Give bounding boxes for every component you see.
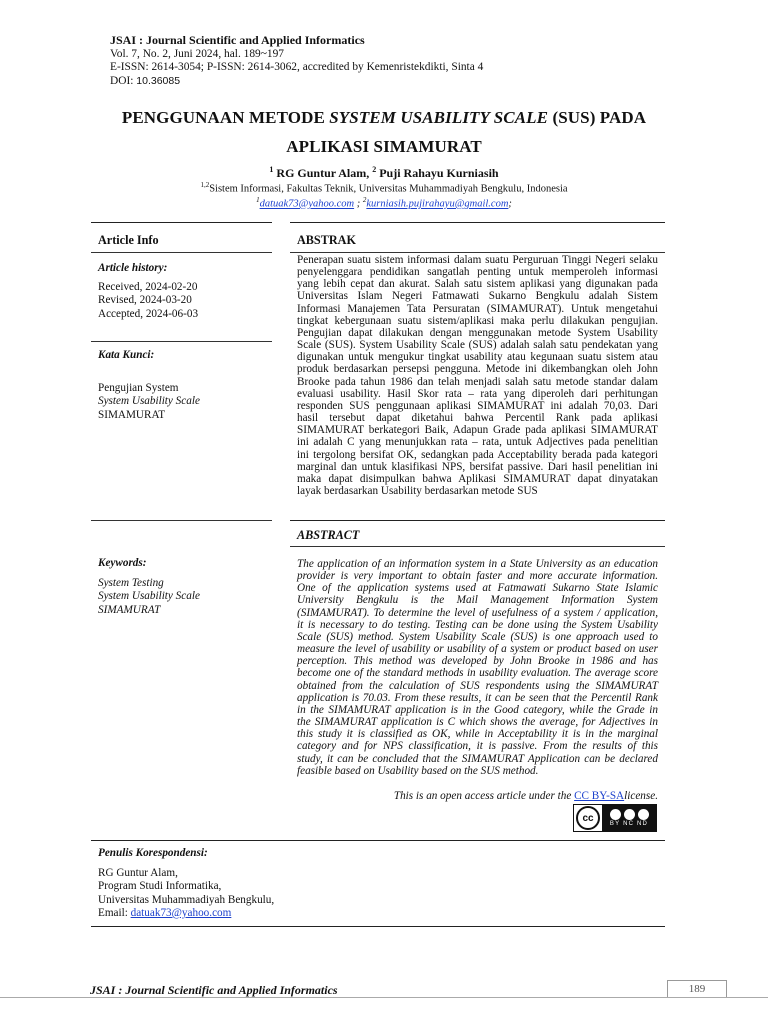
kata-kunci-list [98,382,200,422]
body-line: digunakan untuk mengukur tingkat usability atau kegunaan suatu sistem atau [297,351,658,364]
divider [91,840,665,841]
body-line: it is necessary to do testing. Testing can be done using the System Usability [297,618,658,631]
body-line: hasil tersebut dapat diketahui bahwa Percentil Rank pada aplikasi [297,412,658,425]
kata-kunci-item: SIMAMURAT [98,408,166,421]
keyword-item: System Usability Scale [98,590,200,603]
divider [290,252,665,253]
body-line: perception. This method was developed by John Brooke in 1986 and has [297,655,658,668]
abstrak-heading: ABSTRAK [297,233,356,247]
article-history-label: Article history: [98,262,168,274]
divider [91,926,665,927]
email1-link[interactable]: datuak73@yahoo.com [259,198,355,210]
title-part3: (SUS) PADA [548,108,647,127]
body-line: SIMAMURAT berkategori Baik, Adapun Grade pada aplikasi SIMAMURAT [297,424,658,437]
keyword-item: SIMAMURAT [98,603,161,616]
divider [91,252,272,253]
nc-icon [624,809,635,820]
email-label: Email: [98,906,131,919]
body-line: Pengujian dapat dilakukan dengan menggunakan metode System Usability [297,326,658,339]
license-pre: This is an open access article under the [393,790,575,802]
body-line: layak berdasarkan Usability berdasarkan metode SUS [297,484,538,497]
title-line2: APLIKASI SIMAMURAT [286,137,482,156]
body-line: tingkat kebergunaan suatu sistem/aplikasi maka perlu dilakukan pengujian. [297,314,658,327]
keywords-label: Keywords: [98,557,147,569]
body-line: Informasi Manajemen Tata Persuratan (SIMAMURAT). Untuk mengetahui [297,302,658,315]
divider [290,222,665,223]
body-line: University Bengkulu is the Mail Management Information System [297,594,658,607]
body-line: (SIMAMURAT). To determine the level of usefulness of a system / application, [297,606,658,619]
paper-title [60,103,708,161]
kata-kunci-label: Kata Kunci: [98,349,155,361]
accepted-date: Accepted, 2024-06-03 [98,307,199,320]
nd-icon [638,809,649,820]
page-number: 189 [667,980,727,998]
divider [290,546,665,547]
cc-terms [602,805,656,831]
article-history [98,281,198,321]
journal-name: JSAI : Journal Scientific and Applied Informatics [110,33,365,47]
author2-sup: 2 [372,165,377,174]
journal-header [110,34,483,88]
authors [0,165,768,181]
body-line: penyelenggara pendidikan sangatlah penting untuk memperoleh informasi [297,266,658,279]
author1-sup: 1 [269,165,274,174]
license-line [300,790,658,802]
email2-sup: 2 [362,196,367,204]
body-line: category and for NPS classification, it is passive. From the results of this [297,740,658,753]
doi-value: 10.36085 [136,74,181,87]
keyword-item: System Testing [98,577,164,589]
revised-date: Revised, 2024-03-20 [98,294,192,307]
body-line: Penerapan suatu sistem informasi dalam suatu Perguruan Tinggi Negeri selaku [297,254,658,266]
issn-info: E-ISSN: 2614-3054; P-ISSN: 2614-3062, accredited by Kemenristekdikti, Sinta 4 [110,61,484,74]
body-line: Scale (SUS) method. System Usability Scale (SUS) is one approach used to [297,630,658,643]
body-line: obtained from the calculation of SUS respondents using the SIMAMURAT [297,679,658,692]
body-line: Brooke pada tahun 1986 dan telah menjadi salah satu metode standar dalam [297,375,658,388]
license-post: license. [624,790,658,802]
body-line: yang lebih cepat dan akurat. Salah satu sistem aplikasi yang digunakan pada [297,278,658,291]
correspondence-block [98,867,274,920]
license-link[interactable]: CC BY-SA [574,790,625,802]
body-line: become one of the standard methods in usability evaluation. The average score [297,667,658,680]
body-line: ini tergolong bersifat OK, sedangkan pada Acceptability berada pada kategori [297,448,658,461]
body-line: application is 70.03. From these results, it can be seen that the Percentil Rank [297,691,658,704]
body-line: evaluasi usability. Hasil Skor rata – rata yang diperoleh dari perhitungan [297,387,658,400]
body-line: measure the level of usability or usability of a system or product based on user [297,643,658,656]
body-line: Scale (SUS). System Usability Scale (SUS) adalah salah satu pendekatan yang [297,339,658,352]
volume-info: Vol. 7, No. 2, Juni 2024, hal. 189~197 [110,47,284,60]
author-emails [0,196,768,210]
email-separator: ; [354,198,363,210]
article-info-heading: Article Info [98,233,159,247]
cc-license-badge[interactable] [573,804,657,832]
divider [91,222,272,223]
by-icon [610,809,621,820]
kata-kunci-item: Pengujian System [98,382,179,394]
body-line: marginal dan untuk klasifikasi NPS, bersifat passive. Dari hasil penelitian ini [297,460,658,473]
abstract-body [297,558,658,777]
affiliation-sup: 1,2 [200,181,210,189]
cc-icon [574,805,602,831]
doi-label: DOI: [110,74,137,87]
body-line: The application of an information system in a State University as an education [297,558,658,570]
author2-name: Puji Rahayu Kurniasih [376,166,499,180]
body-line: feasible based on Usability based on the SUS method. [297,764,539,777]
body-line: in the SIMAMURAT application is in the Good category, while the Grade in [297,703,658,716]
body-line: responden SUS penggunaan aplikasi SIMAMURAT ini adalah 70,03. Dari [297,399,658,412]
email1-sup: 1 [256,196,260,204]
keywords-list [98,577,200,617]
title-part1: PENGGUNAAN METODE [121,108,330,127]
cc-terms-text: BY NC ND [609,821,649,827]
body-line: produk berdasarkan persepsi pengguna. Metode ini dikembangkan oleh John [297,363,658,376]
correspondent-university: Universitas Muhammadiyah Bengkulu, [98,893,275,906]
divider [91,341,272,342]
divider [290,520,665,521]
body-line: the SIMAMURAT application is C which shows the average, for Adjectives in [297,716,658,729]
correspondence-label: Penulis Korespondensi: [98,847,208,859]
cc-term-icons [610,809,649,820]
correspondent-email-line [98,907,274,920]
body-line: provider is very important to obtain faster and more accurate information. [297,570,658,583]
abstract-heading: ABSTRACT [297,528,360,542]
affiliation-text: Sistem Informasi, Fakultas Teknik, Universitas Muhammadiyah Bengkulu, Indonesia [209,183,568,195]
cc-main: cc [576,806,600,830]
body-line: study, it can be concluded that the SIMAMURAT Application can be declared [297,752,658,765]
abstrak-body [297,254,658,497]
body-line: maka dapat disimpulkan bahwa Aplikasi SIMAMURAT dapat dinyatakan [297,472,658,485]
body-line: ini adalah C yang menunjukkan rata – rata, untuk Adjectives pada penelitian [297,436,658,449]
footer-journal-name: JSAI : Journal Scientific and Applied Informatics [90,983,338,997]
email-end: ; [508,198,512,210]
doi-info [110,75,483,89]
body-line: this study it is classified as OK, while in Acceptability it is in the marginal [297,728,658,741]
kata-kunci-item: System Usability Scale [98,395,200,408]
title-part2: SYSTEM USABILITY SCALE [329,108,549,127]
received-date: Received, 2024-02-20 [98,281,198,293]
correspondent-program: Program Studi Informatika, [98,880,222,893]
author1-name: RG Guntur Alam, [273,166,373,180]
email2-link[interactable]: kurniasih.pujirahayu@gmail.com [366,198,509,210]
correspondent-name: RG Guntur Alam, [98,867,178,879]
body-line: Universitas Islam Negeri Fatmawati Sukarno Bengkulu adalah Sistem [297,290,658,303]
correspondent-email-link[interactable]: datuak73@yahoo.com [130,906,232,919]
body-line: One of the application systems used at Fatmawati Sukarno State Islamic [297,582,658,595]
divider [91,520,272,521]
affiliation [0,181,768,195]
footer-divider [0,997,768,998]
